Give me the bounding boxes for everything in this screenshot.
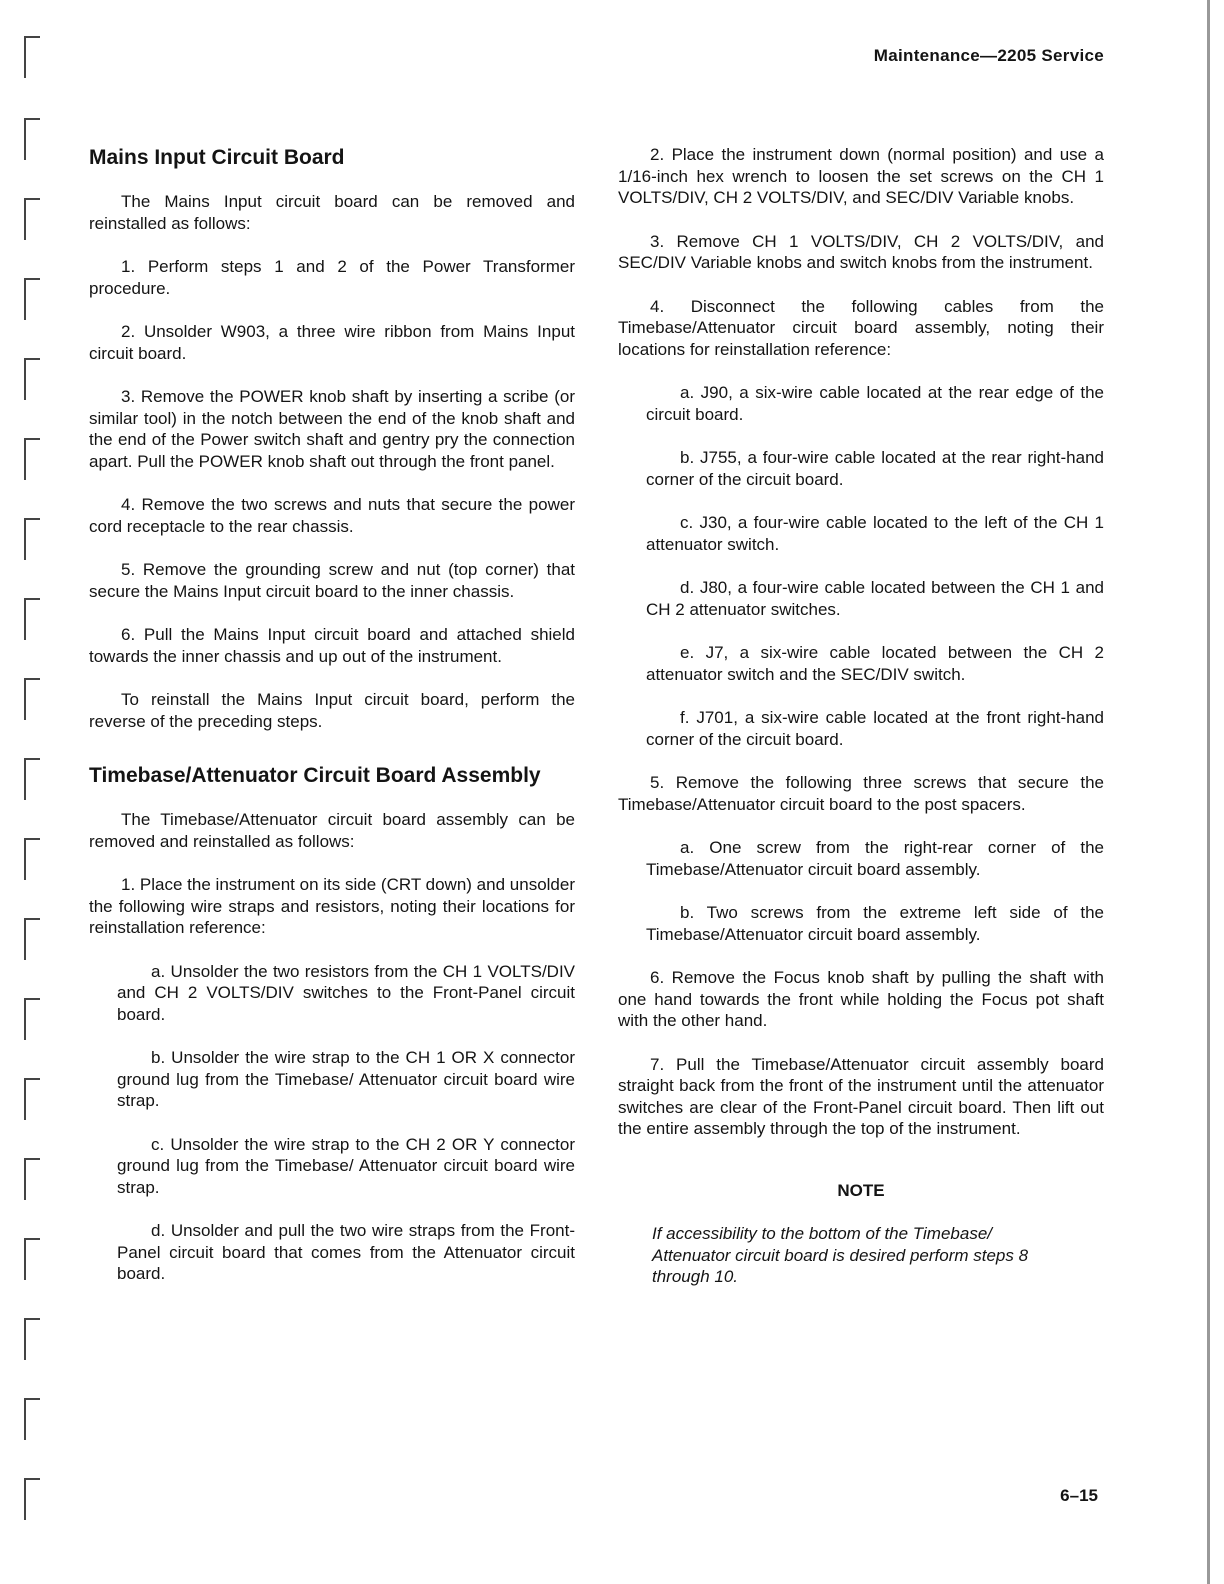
- page-number: 6–15: [1060, 1486, 1098, 1505]
- binder-mark: [24, 198, 40, 240]
- mains-intro: The Mains Input circuit board can be removed and reinstalled as follows:: [89, 192, 575, 233]
- binder-mark: [24, 918, 40, 960]
- timebase-step-5b: b. Two screws from the extreme left side of the Timebase/Attenuator circuit board assembly.: [646, 903, 1104, 944]
- section-title-mains-input: Mains Input Circuit Board: [89, 146, 345, 169]
- note-title: NOTE: [837, 1180, 885, 1200]
- timebase-step-4: 4. Disconnect the following cables from the Timebase/Attenuator circuit board assembly, noting their locations for reinstallation reference:: [618, 296, 1104, 359]
- binder-mark: [24, 1078, 40, 1120]
- binder-mark: [24, 438, 40, 480]
- timebase-step-5a: a. One screw from the right-rear corner of the Timebase/Attenuator circuit board assembly.: [646, 838, 1104, 879]
- timebase-step-7: 7. Pull the Timebase/Attenuator circuit assembly board straight back from the front of the instrument until the attenuator switches are clear of the Front-Panel circuit board. Then lift out the entire assembly through the top of the instrument.: [618, 1054, 1104, 1138]
- timebase-step-1d: d. Unsolder and pull the two wire straps from the Front-Panel circuit board that comes from the Attenuator circuit board.: [117, 1221, 575, 1283]
- timebase-step-3: 3. Remove CH 1 VOLTS/DIV, CH 2 VOLTS/DIV, and SEC/DIV Variable knobs and switch knobs from the instrument.: [618, 231, 1104, 272]
- timebase-step-4c: c. J30, a four-wire cable located to the left of the CH 1 attenuator switch.: [646, 513, 1104, 554]
- left-column: [89, 144, 575, 1307]
- binder-mark: [24, 1158, 40, 1200]
- section-title-timebase: Timebase/Attenuator Circuit Board Assembly: [89, 764, 541, 787]
- timebase-step-6: 6. Remove the Focus knob shaft by pulling the shaft with one hand towards the front while holding the Focus pot shaft with the other hand.: [618, 968, 1104, 1030]
- timebase-step-1c: c. Unsolder the wire strap to the CH 2 OR Y connector ground lug from the Timebase/ Attenuator circuit board wire strap.: [117, 1134, 575, 1197]
- binder-mark: [24, 1238, 40, 1280]
- binder-mark: [24, 678, 40, 720]
- mains-step-2: 2. Unsolder W903, a three wire ribbon from Mains Input circuit board.: [89, 322, 575, 363]
- binder-mark: [24, 1478, 40, 1520]
- mains-step-4: 4. Remove the two screws and nuts that secure the power cord receptacle to the rear chassis.: [89, 495, 575, 536]
- binder-mark: [24, 1398, 40, 1440]
- binder-mark: [24, 518, 40, 560]
- binder-mark: [24, 1318, 40, 1360]
- binder-mark: [24, 598, 40, 640]
- note-body: If accessibility to the bottom of the Timebase/ Attenuator circuit board is desired perform steps 8 through 10.: [652, 1224, 1029, 1286]
- timebase-step-1: 1. Place the instrument on its side (CRT down) and unsolder the following wire straps and resistors, noting their locations for reinstallation reference:: [89, 875, 575, 937]
- mains-step-6: 6. Pull the Mains Input circuit board and attached shield towards the inner chassis and up out of the instrument.: [89, 625, 575, 666]
- timebase-step-4e: e. J7, a six-wire cable located between the CH 2 attenuator switch and the SEC/DIV switch.: [646, 643, 1104, 684]
- running-header: Maintenance—2205 Service: [873, 46, 1104, 65]
- binder-mark: [24, 278, 40, 320]
- mains-step-3: 3. Remove the POWER knob shaft by inserting a scribe (or similar tool) in the notch between the end of the knob shaft and the end of the Power switch shaft and gentry pry the connection apart. Pull the POWER knob shaft out through the front panel.: [89, 387, 575, 471]
- timebase-step-4d: d. J80, a four-wire cable located between the CH 1 and CH 2 attenuator switches.: [646, 578, 1104, 619]
- binder-mark: [24, 358, 40, 400]
- timebase-step-1b: b. Unsolder the wire strap to the CH 1 OR X connector ground lug from the Timebase/ Attenuator circuit board wire strap.: [117, 1048, 575, 1110]
- timebase-intro: The Timebase/Attenuator circuit board assembly can be removed and reinstalled as follows:: [89, 810, 575, 851]
- binder-mark: [24, 998, 40, 1040]
- timebase-step-4b: b. J755, a four-wire cable located at the rear right-hand corner of the circuit board.: [646, 448, 1104, 489]
- binder-mark: [24, 838, 40, 880]
- page-edge: [1207, 0, 1210, 1584]
- timebase-step-4a: a. J90, a six-wire cable located at the rear edge of the circuit board.: [646, 383, 1104, 424]
- timebase-step-4f: f. J701, a six-wire cable located at the front right-hand corner of the circuit board.: [646, 708, 1104, 749]
- right-column: [618, 144, 1104, 1310]
- binder-mark: [24, 36, 40, 78]
- mains-reinstall: To reinstall the Mains Input circuit board, perform the reverse of the preceding steps.: [89, 690, 575, 731]
- timebase-step-1a: a. Unsolder the two resistors from the CH 1 VOLTS/DIV and CH 2 VOLTS/DIV switches to the Front-Panel circuit board.: [117, 961, 575, 1024]
- mains-step-1: 1. Perform steps 1 and 2 of the Power Transformer procedure.: [89, 257, 575, 298]
- binder-mark: [24, 758, 40, 800]
- timebase-step-2: 2. Place the instrument down (normal position) and use a 1/16-inch hex wrench to loosen the set screws on the CH 1 VOLTS/DIV, CH 2 VOLTS/DIV, and SEC/DIV Variable knobs.: [618, 145, 1104, 207]
- mains-step-5: 5. Remove the grounding screw and nut (top corner) that secure the Mains Input circuit board to the inner chassis.: [89, 560, 575, 601]
- binder-mark: [24, 118, 40, 160]
- timebase-step-5: 5. Remove the following three screws that secure the Timebase/Attenuator circuit board to the post spacers.: [618, 773, 1104, 814]
